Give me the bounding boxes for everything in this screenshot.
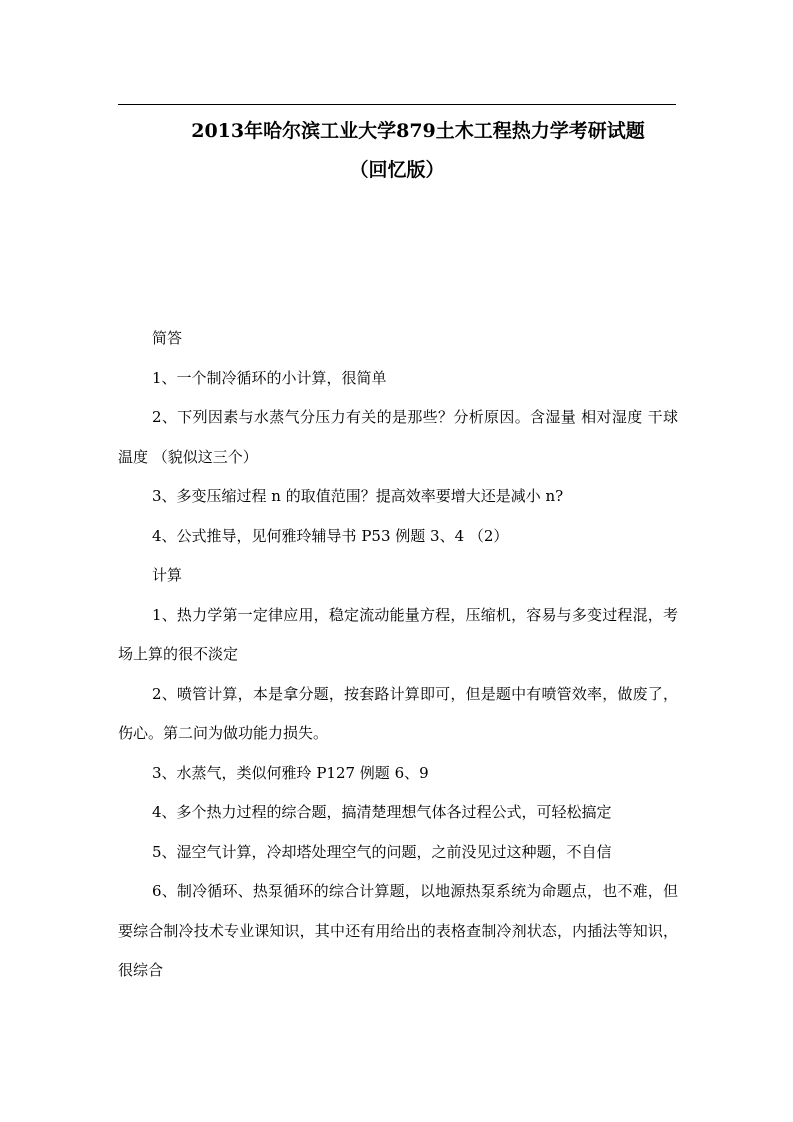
document-body xyxy=(118,319,678,991)
question-item: 6、制冷循环、热泵循环的综合计算题，以地源热泵系统为命题点，也不难，但要综合制冷技术专业课知识，其中还有用给出的表格查制冷剂状态，内插法等知识，很综合 xyxy=(118,882,678,979)
header-rule xyxy=(118,104,676,105)
document-title: 2013年哈尔滨工业大学879土木工程热力学考研试题 xyxy=(191,120,645,142)
question-item: 4、多个热力过程的综合题，搞清楚理想气体各过程公式，可轻松搞定 xyxy=(152,803,612,821)
section-heading-calculation: 计算 xyxy=(152,566,183,584)
section-heading-short-answer: 简答 xyxy=(152,329,183,347)
question-item: 5、湿空气计算，冷却塔处理空气的问题，之前没见过这种题，不自信 xyxy=(152,842,612,861)
question-item: 4、公式推导，见何雅玲辅导书 P53 例题 3、4 （2） xyxy=(152,526,509,545)
document-subtitle: （回忆版） xyxy=(349,159,445,181)
question-item: 1、热力学第一定律应用，稳定流动能量方程，压缩机，容易与多变过程混，考场上算的很不淡定 xyxy=(118,605,678,663)
question-item: 3、多变压缩过程 n 的取值范围？提高效率要增大还是减小 n? xyxy=(152,487,564,505)
question-item: 3、水蒸气，类似何雅玲 P127 例题 6、9 xyxy=(152,763,429,782)
question-item: 2、下列因素与水蒸气分压力有关的是那些？分析原因。含湿量 相对湿度 干球温度 （貌似这三个） xyxy=(118,408,678,466)
question-item: 2、喷管计算，本是拿分题，按套路计算即可，但是题中有喷管效率，做废了，伤心。第二问为做功能力损失。 xyxy=(118,684,678,742)
question-item: 1、一个制冷循环的小计算，很简单 xyxy=(152,368,387,387)
